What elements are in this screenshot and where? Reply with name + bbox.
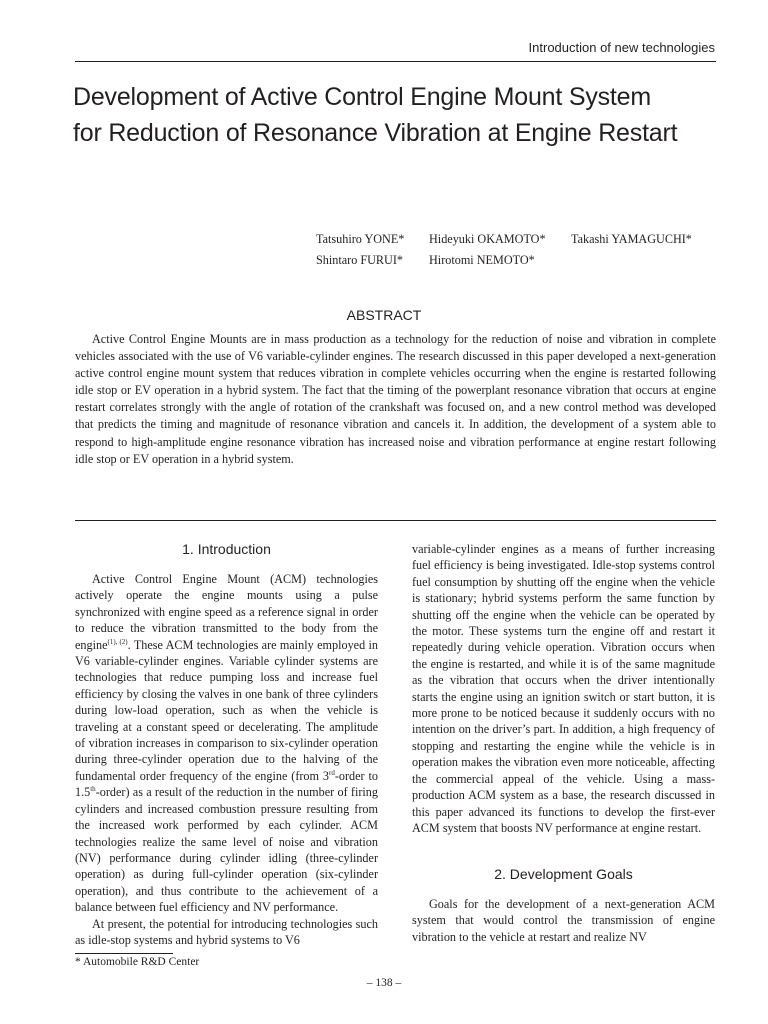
header-rule — [75, 61, 716, 62]
author-list — [316, 229, 736, 271]
footnote: * Automobile R&D Center — [75, 956, 200, 968]
page-number: – 138 – — [366, 977, 402, 989]
left-column — [75, 571, 378, 948]
paper-title — [73, 79, 733, 151]
abstract-text: Active Control Engine Mounts are in mass production as a technology for the reduction of noise and vibration in complete vehicles associated with the use of V6 variable-cylinder engines. The research discussed in this paper developed a next-generation active control engine mount system that reduces vibration in complete vehicles occurring when the engine is restarted following idle stop or EV operation in a hybrid system. The fact that the timing of the powerplant resonance vibration that occurs at engine restart correlates strongly with the angle of rotation of the crankshaft was focused on, and a new control method was developed that predicts the timing and magnitude of resonance vibration and cancels it. In addition, the development of a system able to respond to high-amplitude engine resonance vibration has increased noise and vibration performance at engine restart following idle stop or EV operation in a hybrid system. — [75, 332, 716, 466]
author-name: Shintaro FURUI* — [316, 253, 404, 267]
author-name: Takashi YAMAGUCHI* — [571, 232, 692, 246]
footnote-rule — [75, 953, 173, 954]
abstract-heading: ABSTRACT — [346, 307, 422, 323]
paragraph: Active Control Engine Mount (ACM) technologies actively operate the engine mounts using a pulse synchronized with engine speed as a reference signal in order to reduce the vibration transmitted to the body from the engine$^{(1), (2)}$. These ACM technologies are mainly employed in V6 variable-cylinder engines. Variable cylinder systems are technologies that reduce pumping loss and increase fuel efficiency by closing the valves in one bank of three cylinders during low-load operation, such as when the vehicle is traveling at a constant speed or decelerating. The amplitude of vibration increases in comparison to six-cylinder operation during three-cylinder operation due to the halving of the fundamental order frequency of the engine (from 3rd-order to 1.5th-order) as a result of the reduction in the number of firing cylinders and increased combustion pressure resulting from the increased work performed by each cylinder. ACM technologies realize the same level of noise and vibration (NV) performance during cylinder idling (three-cylinder operation) as during full-cylinder operation (six-cylinder operation), and thus contribute to the achievement of a balance between fuel efficiency and NV performance. — [75, 572, 378, 915]
citation-ref: (1), (2) — [107, 637, 128, 646]
paragraph: variable-cylinder engines as a means of further increasing fuel efficiency is being investigated. Idle-stop systems control fuel consumption by shutting off the engine when the vehicle is stationary; hybrid systems perform the same function by shutting off the engine when the vehicle can be operated by the motor. These systems turn the engine off and restart it repeatedly during vehicle operation. Vibration occurs when the engine is restarted, and while it is of the same magnitude as the vibration that occurs when the driver intentionally starts the engine using an ignition switch or start button, it is more prone to be noticed because it suddenly occurs with no intention on the driver’s part. In addition, a high frequency of stopping and restarting the engine while the vehicle is in operation makes the vibration even more noticeable, affecting the commercial appeal of the vehicle. Using a mass-production ACM system as a base, the research discussed in this paper advanced its functions to develop the first-ever ACM system that boosts NV performance at engine restart. — [412, 542, 715, 835]
author-name: Hirotomi NEMOTO* — [429, 253, 535, 267]
section-heading-introduction: 1. Introduction — [182, 541, 271, 557]
paragraph: At present, the potential for introducing technologies such as idle-stop systems and hybrid systems to V6 — [75, 916, 378, 947]
author-name: Hideyuki OKAMOTO* — [429, 232, 546, 246]
right-column — [412, 541, 715, 836]
author-row — [316, 250, 736, 271]
author-name: Tatsuhiro YONE* — [316, 232, 405, 246]
title-line-2: for Reduction of Resonance Vibration at Engine Restart — [73, 119, 678, 147]
section-heading-development-goals: 2. Development Goals — [494, 866, 633, 882]
section-label: Introduction of new technologies — [528, 40, 715, 55]
right-column-lower — [412, 896, 715, 945]
abstract-rule — [75, 520, 716, 521]
title-line-1: Development of Active Control Engine Mount System — [73, 83, 651, 111]
paragraph: Goals for the development of a next-generation ACM system that would control the transmission of engine vibration to the vehicle at restart and realize NV — [412, 897, 715, 944]
author-row — [316, 229, 736, 250]
